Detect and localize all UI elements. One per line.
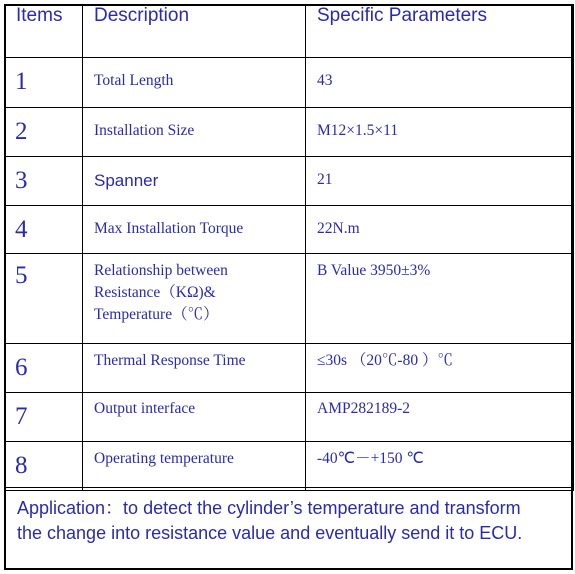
table-row — [5, 442, 574, 491]
row-description — [83, 254, 306, 344]
row-number: 3 — [5, 157, 83, 206]
application-note — [4, 487, 573, 570]
row-number: 7 — [5, 393, 83, 442]
header-description: Description — [83, 5, 306, 58]
row-parameter: 43 — [306, 58, 574, 108]
row-description: Spanner — [83, 157, 306, 206]
application-line: the change into resistance value and eventually send it to ECU. — [17, 523, 523, 543]
row-parameter: ≤30s （20℃-80 ）℃ — [306, 344, 574, 393]
row-parameter: -40℃－+150 ℃ — [306, 442, 574, 491]
row-number: 1 — [5, 58, 83, 108]
row-description: Total Length — [83, 58, 306, 108]
row-parameter: M12×1.5×11 — [306, 108, 574, 157]
row-parameter: 21 — [306, 157, 574, 206]
row-number: 2 — [5, 108, 83, 157]
row-description: Max Installation Torque — [83, 206, 306, 254]
row-parameter: 22N.m — [306, 206, 574, 254]
row-number: 6 — [5, 344, 83, 393]
row-number: 8 — [5, 442, 83, 491]
row-description: Thermal Response Time — [83, 344, 306, 393]
row-number: 4 — [5, 206, 83, 254]
row-parameter: AMP282189-2 — [306, 393, 574, 442]
application-line: Application：to detect the cylinder’s temperature and transform — [17, 498, 521, 518]
row-parameter: B Value 3950±3% — [306, 254, 574, 344]
table-header-row — [5, 5, 574, 58]
row-description: Operating temperature — [83, 442, 306, 491]
table-row — [5, 58, 574, 108]
table-row — [5, 344, 574, 393]
row-description: Installation Size — [83, 108, 306, 157]
header-parameters: Specific Parameters — [306, 5, 574, 58]
desc-line: Relationship between — [94, 262, 228, 279]
table-row — [5, 108, 574, 157]
table-row — [5, 206, 574, 254]
spec-table — [4, 4, 574, 491]
header-items: Items — [5, 5, 83, 58]
row-number: 5 — [5, 254, 83, 344]
table-row — [5, 157, 574, 206]
row-description: Output interface — [83, 393, 306, 442]
table-row — [5, 393, 574, 442]
desc-line: Resistance（KΩ)& — [94, 284, 216, 301]
desc-line: Temperature（℃） — [94, 306, 219, 323]
table-row — [5, 254, 574, 344]
